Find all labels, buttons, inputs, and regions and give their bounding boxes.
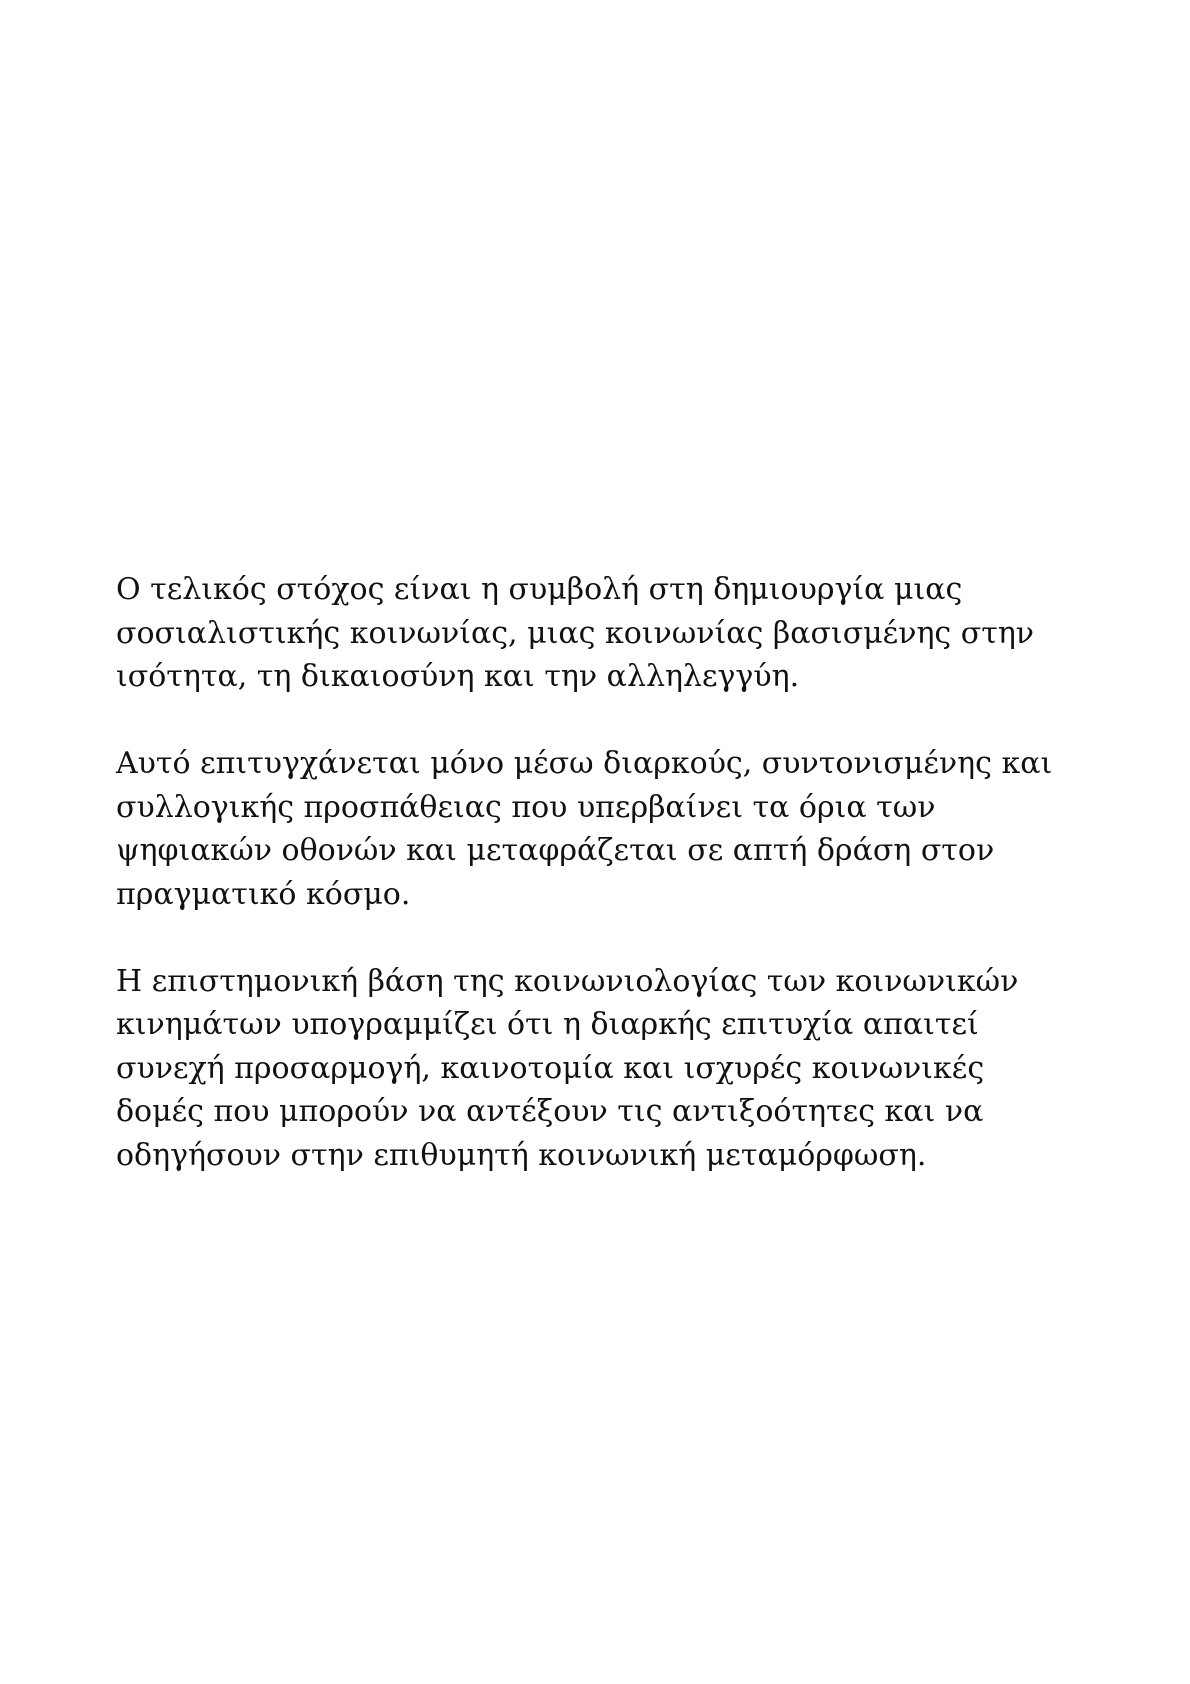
text-line: οδηγήσουν στην επιθυμητή κοινωνική μεταμόρφωση. [116, 1137, 927, 1173]
body-text [116, 568, 1116, 1221]
text-line: συλλογικής προσπάθειας που υπερβαίνει τα όρια των [116, 789, 936, 825]
text-line: Ο τελικός στόχος είναι η συμβολή στη δημιουργία μιας [116, 572, 963, 607]
paragraph-2 [116, 742, 1116, 916]
text-line: συνεχή προσαρμογή, καινοτομία και ισχυρές κοινωνικές [116, 1050, 985, 1086]
text-line: κινημάτων υπογραμμίζει ότι η διαρκής επιτυχία απαιτεί [116, 1007, 979, 1042]
paragraph-1 [116, 568, 1116, 699]
text-line: Αυτό επιτυγχάνεται μόνο μέσω διαρκούς, συντονισμένης και [116, 746, 1053, 781]
text-line: Η επιστημονική βάση της κοινωνιολογίας των κοινωνικών [116, 963, 1019, 999]
text-line: δομές που μπορούν να αντέξουν τις αντιξοότητες και να [116, 1094, 984, 1129]
text-line: σοσιαλιστικής κοινωνίας, μιας κοινωνίας βασισμένης στην [116, 615, 1035, 651]
paragraph-3 [116, 960, 1116, 1178]
text-line: πραγματικό κόσμο. [116, 876, 411, 912]
text-line: ισότητα, τη δικαιοσύνη και την αλληλεγγύη. [116, 659, 800, 694]
text-line: ψηφιακών οθονών και μεταφράζεται σε απτή δράση στον [116, 833, 995, 868]
